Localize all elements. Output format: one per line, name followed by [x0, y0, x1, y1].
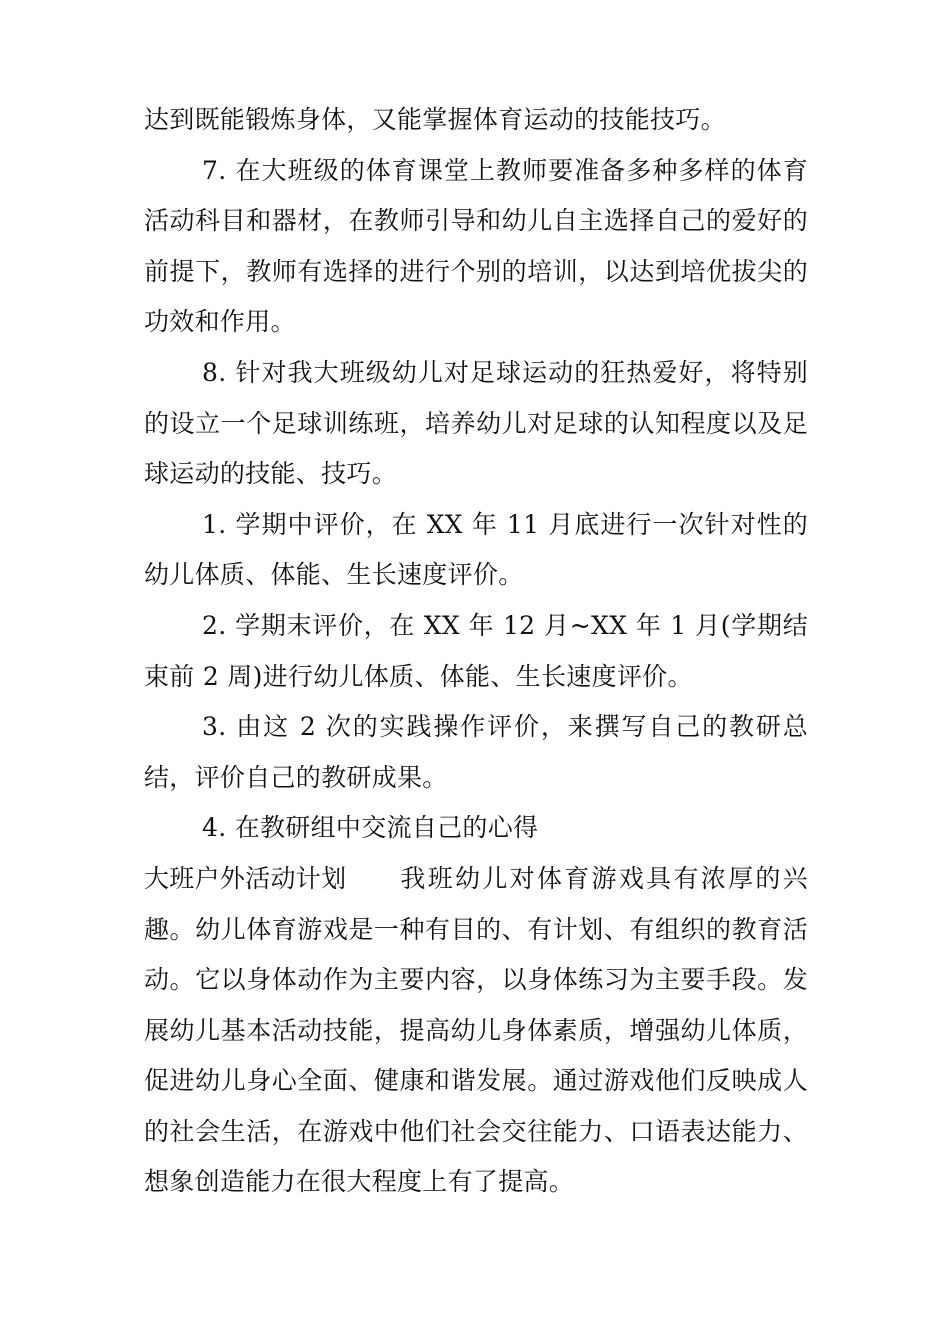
section-paragraph	[144, 854, 808, 1208]
document-body	[144, 95, 808, 1208]
paragraph-eval-1: 1. 学期中评价，在 XX 年 11 月底进行一次针对性的幼儿体质、体能、生长速度评价。	[144, 509, 808, 590]
paragraph-item-7: 7. 在大班级的体育课堂上教师要准备多种多样的体育活动科目和器材，在教师引导和幼儿自主选择自己的爱好的前提下，教师有选择的进行个别的培训，以达到培优拔尖的功效和作用。	[144, 155, 808, 337]
paragraph-eval-3: 3. 由这 2 次的实践操作评价，来撰写自己的教研总结，评价自己的教研成果。	[144, 712, 808, 792]
section-body: 我班幼儿对体育游戏具有浓厚的兴趣。幼儿体育游戏是一种有目的、有计划、有组织的教育活动。它以身体动作为主要内容，以身体练习为主要手段。发展幼儿基本活动技能，提高幼儿身体素质，增强幼儿体质，促进幼儿身心全面、健康和谐发展。通过游戏他们反映成人的社会生活，在游戏中他们社会交往能力、口语表达能力、想象创造能力在很大程度上有了提高。	[144, 863, 808, 1197]
paragraph-item-8: 8. 针对我大班级幼儿对足球运动的狂热爱好，将特别的设立一个足球训练班，培养幼儿对足球的认知程度以及足球运动的技能、技巧。	[144, 357, 808, 489]
paragraph-eval-2: 2. 学期末评价，在 XX 年 12 月~XX 年 1 月(学期结束前 2 周)进行幼儿体质、体能、生长速度评价。	[144, 610, 808, 691]
paragraph-eval-4: 4. 在教研组中交流自己的心得	[202, 813, 539, 843]
paragraph-continuation: 达到既能锻炼身体，又能掌握体育运动的技能技巧。	[144, 105, 726, 134]
section-heading: 大班户外活动计划	[144, 863, 347, 893]
